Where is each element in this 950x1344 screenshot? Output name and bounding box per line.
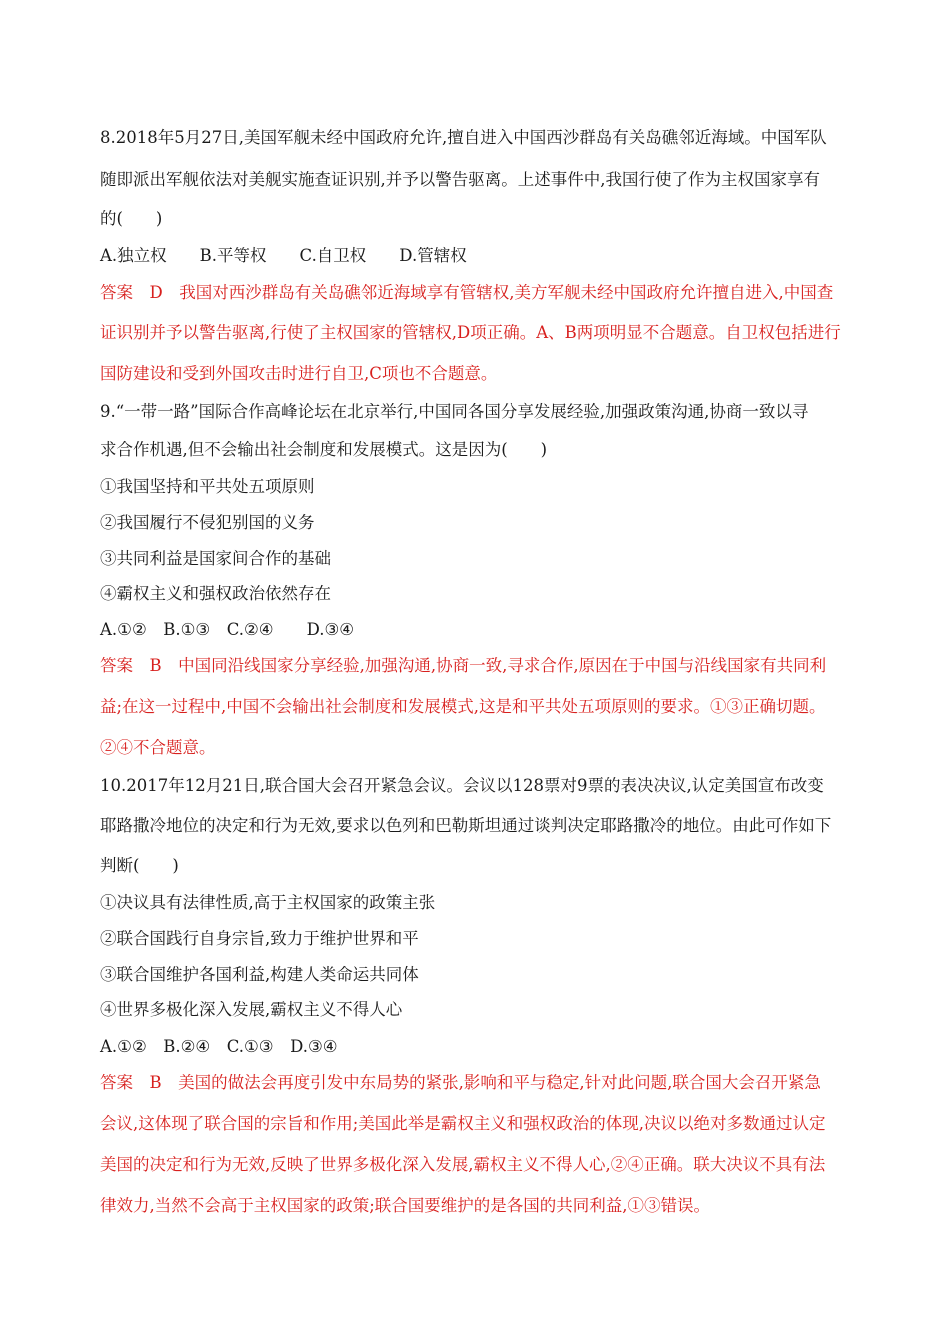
question-10-statement-1: ①决议具有法律性质,高于主权国家的政策主张 — [100, 893, 436, 912]
question-8-stem-line-2: 随即派出军舰依法对美舰实施查证识别,并予以警告驱离。上述事件中,我国行使了作为主权国家享有 — [100, 170, 820, 189]
question-9-statement-3: ③共同利益是国家间合作的基础 — [100, 549, 331, 568]
question-9-statement-1: ①我国坚持和平共处五项原则 — [100, 477, 315, 496]
question-8-stem-line-3: 的( ) — [100, 209, 163, 228]
question-9-answer-line-2: 益;在这一过程中,中国不会输出社会制度和发展模式,这是和平共处五项原则的要求。①③正确切题。 — [100, 697, 826, 716]
question-8-answer-line-2: 证识别并予以警告驱离,行使了主权国家的管辖权,D项正确。A、B两项明显不合题意。自卫权包括进行 — [100, 323, 841, 342]
question-9-options: A.①② B.①③ C.②④ D.③④ — [100, 620, 355, 639]
question-10-stem-line-3: 判断( ) — [100, 856, 179, 875]
question-10-answer-line-4: 律效力,当然不会高于主权国家的政策;联合国要维护的是各国的共同利益,①③错误。 — [100, 1196, 711, 1215]
question-9-stem-line-2: 求合作机遇,但不会输出社会制度和发展模式。这是因为( ) — [100, 440, 548, 459]
question-10-statement-4: ④世界多极化深入发展,霸权主义不得人心 — [100, 1000, 403, 1019]
question-9-statement-4: ④霸权主义和强权政治依然存在 — [100, 584, 331, 603]
question-9-statement-2: ②我国履行不侵犯别国的义务 — [100, 513, 315, 532]
question-9-answer-line-1: 答案 B 中国同沿线国家分享经验,加强沟通,协商一致,寻求合作,原因在于中国与沿线国家有共同利 — [100, 656, 827, 675]
question-8-stem-line-1: 8.2018年5月27日,美国军舰未经中国政府允许,擅自进入中国西沙群岛有关岛礁邻近海域。中国军队 — [100, 128, 827, 147]
question-10-stem-line-1: 10.2017年12月21日,联合国大会召开紧急会议。会议以128票对9票的表决决议,认定美国宣布改变 — [100, 776, 824, 795]
question-10-options: A.①② B.②④ C.①③ D.③④ — [100, 1037, 338, 1056]
question-8-options: A.独立权 B.平等权 C.自卫权 D.管辖权 — [100, 246, 467, 265]
question-9-stem-line-1: 9.“一带一路”国际合作高峰论坛在北京举行,中国同各国分享发展经验,加强政策沟通,协商一致以寻 — [100, 402, 809, 421]
question-10-statement-3: ③联合国维护各国利益,构建人类命运共同体 — [100, 965, 419, 984]
question-10-stem-line-2: 耶路撒冷地位的决定和行为无效,要求以色列和巴勒斯坦通过谈判决定耶路撒冷的地位。由此可作如下 — [100, 816, 832, 835]
question-9-answer-line-3: ②④不合题意。 — [100, 738, 216, 757]
question-10-statement-2: ②联合国践行自身宗旨,致力于维护世界和平 — [100, 929, 419, 948]
question-8-answer-line-1: 答案 D 我国对西沙群岛有关岛礁邻近海域享有管辖权,美方军舰未经中国政府允许擅自进入,中国查 — [100, 283, 834, 302]
question-10-answer-line-1: 答案 B 美国的做法会再度引发中东局势的紧张,影响和平与稳定,针对此问题,联合国大会召开紧急 — [100, 1073, 821, 1092]
question-10-answer-line-3: 美国的决定和行为无效,反映了世界多极化深入发展,霸权主义不得人心,②④正确。联大决议不具有法 — [100, 1155, 826, 1174]
question-10-answer-line-2: 会议,这体现了联合国的宗旨和作用;美国此举是霸权主义和强权政治的体现,决议以绝对多数通过认定 — [100, 1114, 826, 1133]
question-8-answer-line-3: 国防建设和受到外国攻击时进行自卫,C项也不合题意。 — [100, 364, 498, 383]
